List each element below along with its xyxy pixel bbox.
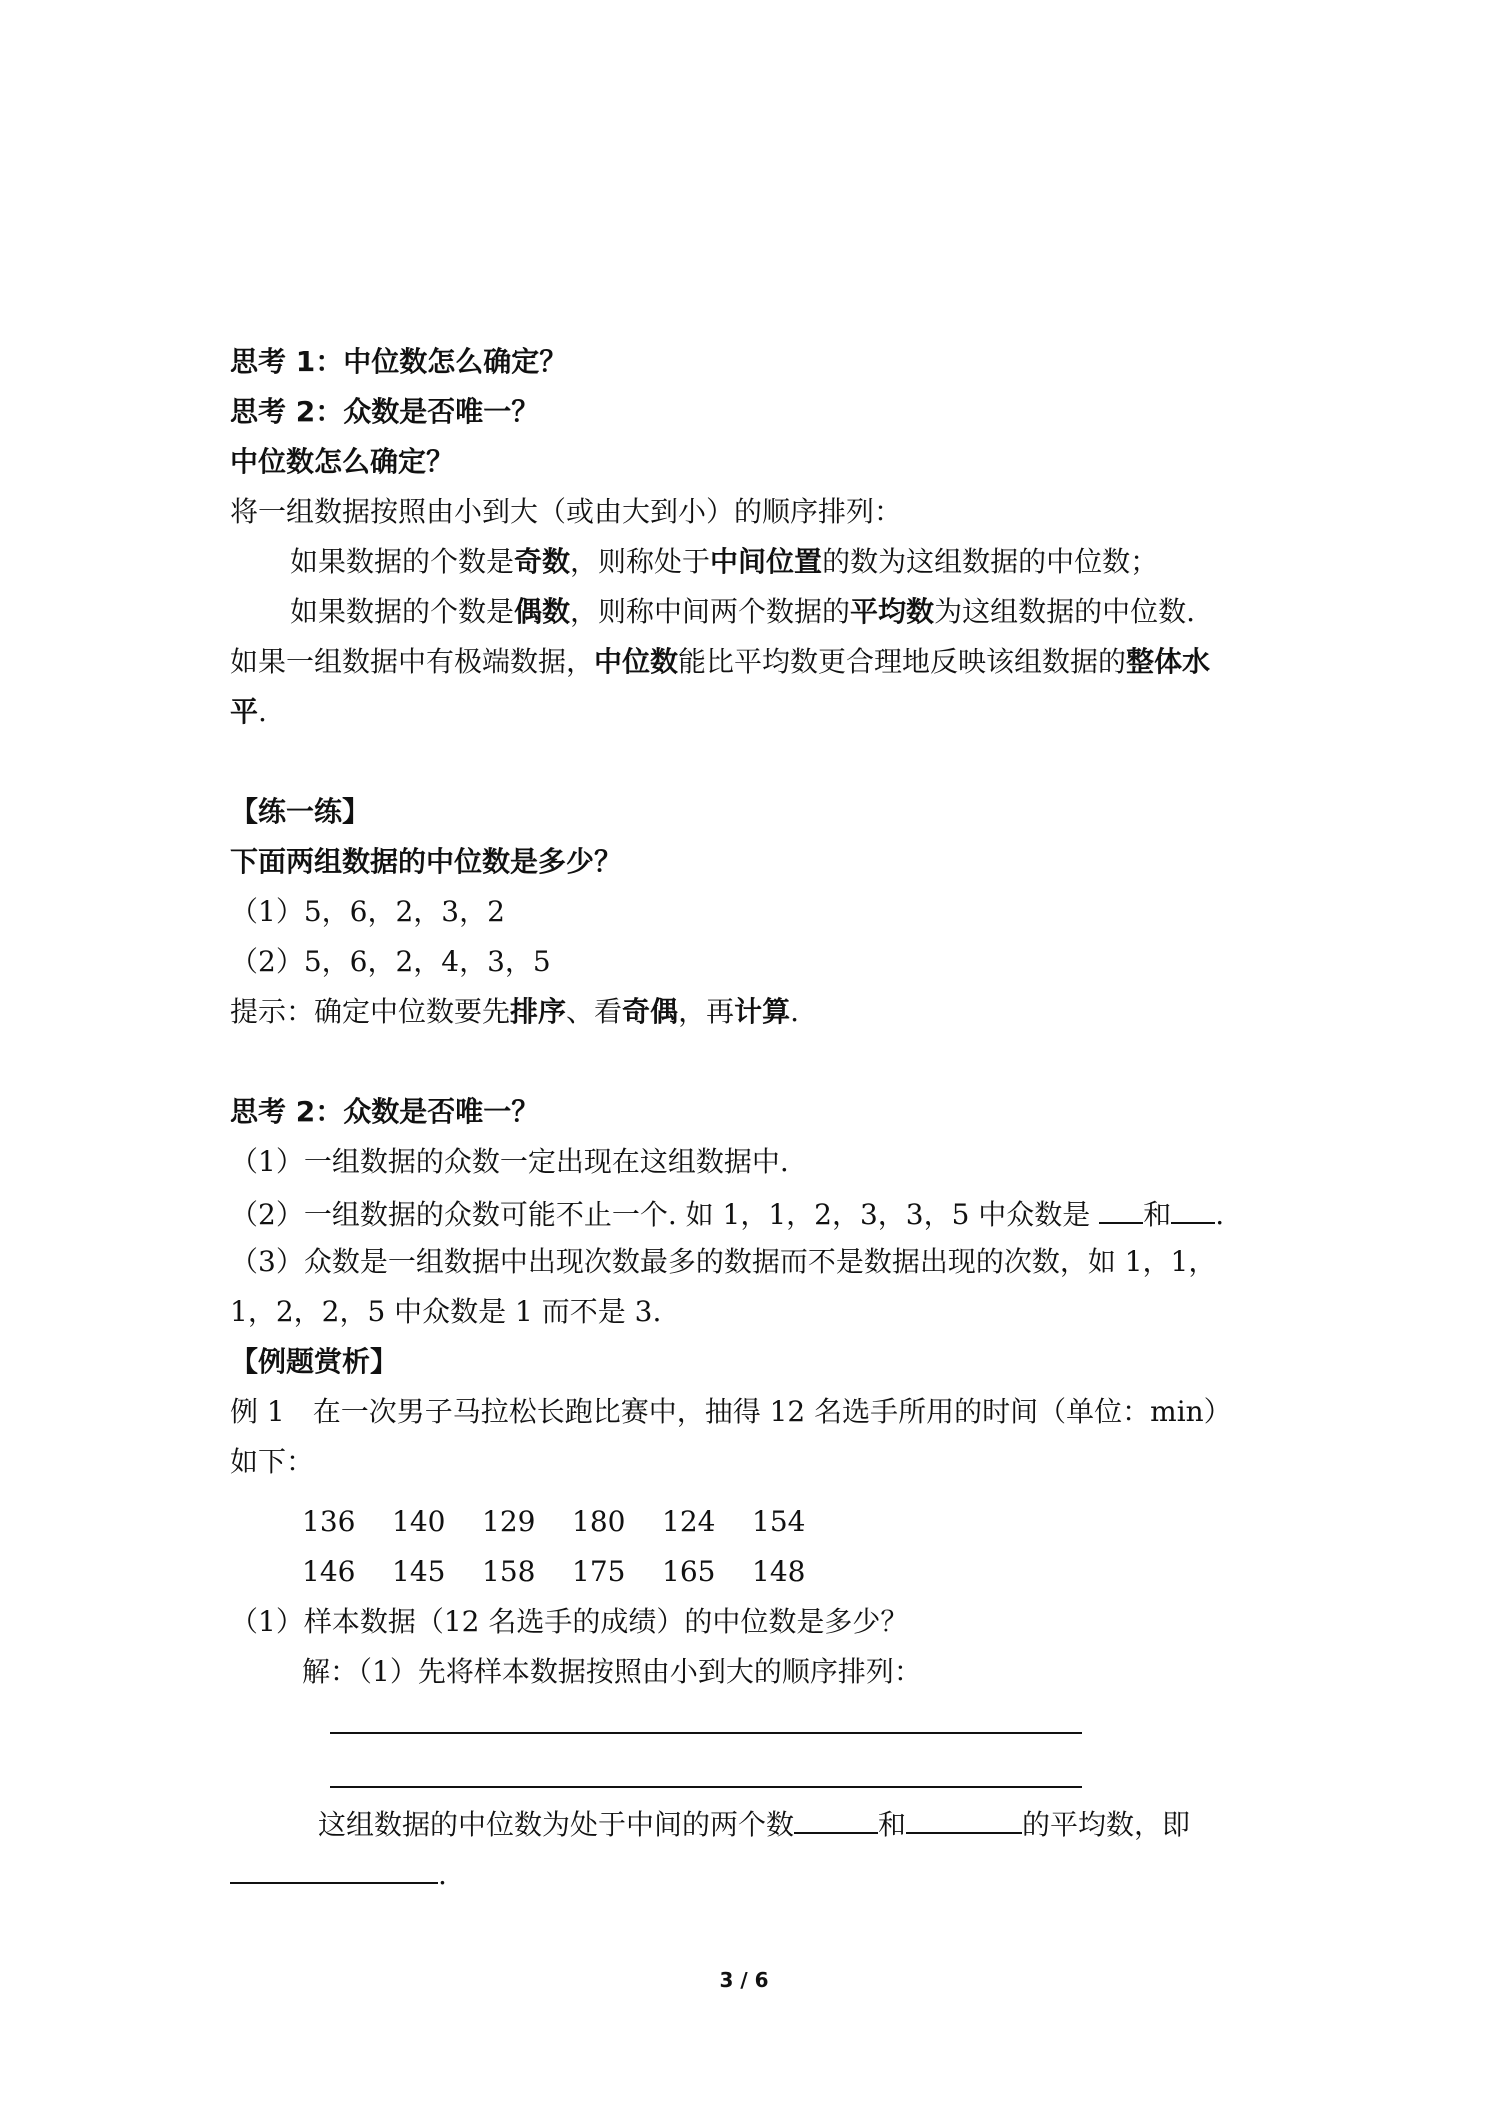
data-value: 180 (572, 1505, 626, 1538)
answer-line[interactable] (330, 1732, 1082, 1734)
mode-point-3-cont: 1，2，2，5 中众数是 1 而不是 3. (230, 1295, 662, 1328)
data-row-1 (302, 1504, 842, 1540)
data-set-2: （2）5，6，2，4，3，5 (230, 945, 551, 978)
answer-line[interactable] (330, 1786, 1082, 1788)
median-sentence: 这组数据的中位数为处于中间的两个数 和 的平均数，即 (318, 1804, 1190, 1843)
data-value: 140 (392, 1505, 446, 1538)
data-value: 145 (392, 1555, 446, 1588)
fill-blank[interactable] (1171, 1194, 1215, 1224)
think-1-heading: 思考 1：中位数怎么确定？ (230, 345, 568, 378)
hint-text: 提示：确定中位数要先排序、看奇偶，再计算. (230, 995, 799, 1028)
solution-text: 解：（1）先将样本数据按照由小到大的顺序排列： (302, 1655, 922, 1688)
data-value: 154 (752, 1505, 806, 1538)
data-value: 129 (482, 1505, 536, 1538)
question-1: （1）样本数据（12 名选手的成绩）的中位数是多少？ (230, 1605, 909, 1638)
mode-point-2: （2）一组数据的众数可能不止一个. 如 1，1，2，3，3，5 中众数是 和 . (230, 1194, 1224, 1233)
example-heading: 【例题赏析】 (230, 1345, 399, 1378)
mode-point-1: （1）一组数据的众数一定出现在这组数据中. (230, 1145, 789, 1178)
data-row-2 (302, 1554, 842, 1590)
data-set-1: （1）5，6，2，3，2 (230, 895, 505, 928)
extreme-data-text: 如果一组数据中有极端数据，中位数能比平均数更合理地反映该组数据的整体水 (230, 645, 1211, 678)
data-value: 165 (662, 1555, 716, 1588)
data-value: 124 (662, 1505, 716, 1538)
fill-blank[interactable] (794, 1804, 878, 1834)
data-value: 175 (572, 1555, 626, 1588)
median-sentence-cont: . (230, 1854, 447, 1893)
example-1-text: 例 1 在一次男子马拉松长跑比赛中，抽得 12 名选手所用的时间（单位：min） (230, 1395, 1232, 1428)
odd-count-rule: 如果数据的个数是奇数，则称处于中间位置的数为这组数据的中位数； (290, 545, 1159, 578)
think-2-repeat-heading: 思考 2：众数是否唯一？ (230, 1095, 540, 1128)
mode-point-3: （3）众数是一组数据中出现次数最多的数据而不是数据出现的次数，如 1，1， (230, 1245, 1217, 1278)
fill-blank[interactable] (230, 1854, 438, 1884)
even-count-rule: 如果数据的个数是偶数，则称中间两个数据的平均数为这组数据的中位数. (290, 595, 1195, 628)
practice-heading: 【练一练】 (230, 795, 371, 828)
fill-blank[interactable] (906, 1804, 1022, 1834)
data-value: 136 (302, 1505, 356, 1538)
data-value: 146 (302, 1555, 356, 1588)
median-heading: 中位数怎么确定？ (230, 445, 455, 478)
practice-question: 下面两组数据的中位数是多少？ (230, 845, 623, 878)
think-2-heading: 思考 2：众数是否唯一？ (230, 395, 540, 428)
page-number: 3 / 6 (719, 1968, 769, 1992)
data-value: 148 (752, 1555, 806, 1588)
fill-blank[interactable] (1099, 1194, 1143, 1224)
data-value: 158 (482, 1555, 536, 1588)
example-1-text-cont: 如下： (230, 1445, 315, 1478)
extreme-data-text-cont: 平. (230, 695, 267, 728)
sort-rule-text: 将一组数据按照由小到大（或由大到小）的顺序排列： (230, 495, 903, 528)
